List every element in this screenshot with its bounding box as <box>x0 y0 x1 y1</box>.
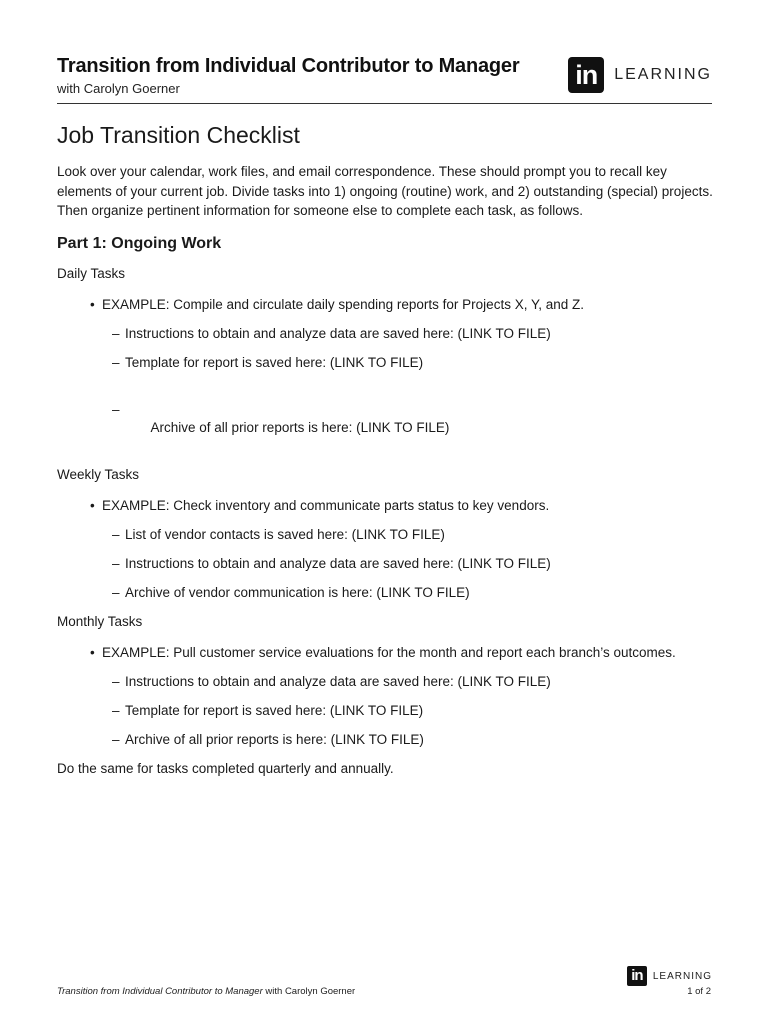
dash-icon: – <box>112 526 120 542</box>
sub-item-text: Archive of vendor communication is here: (LINK TO FILE) <box>125 584 470 600</box>
footer-logo <box>627 966 712 986</box>
sub-item <box>57 526 717 544</box>
example-text: EXAMPLE: Compile and circulate daily spending reports for Projects X, Y, and Z. <box>102 296 584 312</box>
sub-item <box>57 673 717 691</box>
dash-icon: – <box>112 354 120 370</box>
sub-item <box>57 383 717 455</box>
dash-icon: – <box>112 702 120 718</box>
footer-citation <box>57 986 355 997</box>
sub-item-text: Instructions to obtain and analyze data are saved here: (LINK TO FILE) <box>125 555 551 571</box>
section-monthly-tasks <box>57 613 717 749</box>
course-title: Transition from Individual Contributor to Manager <box>57 55 520 77</box>
closing-note: Do the same for tasks completed quarterly and annually. <box>57 760 394 776</box>
page-header <box>57 55 712 104</box>
dash-icon: – <box>112 555 120 571</box>
dash-icon: – <box>112 731 120 747</box>
footer-author: with Carolyn Goerner <box>262 986 356 997</box>
course-author: with Carolyn Goerner <box>57 81 180 96</box>
example-item <box>57 296 717 314</box>
example-item <box>57 497 717 515</box>
bullet-icon: • <box>90 644 95 660</box>
sub-item-text: Instructions to obtain and analyze data are saved here: (LINK TO FILE) <box>125 325 551 341</box>
bullet-icon: • <box>90 497 95 513</box>
sub-item <box>57 325 717 343</box>
section-label: Daily Tasks <box>57 265 126 281</box>
sub-item <box>57 555 717 573</box>
linkedin-learning-logo <box>568 57 712 93</box>
section-label: Weekly Tasks <box>57 466 140 482</box>
example-text: EXAMPLE: Pull customer service evaluations for the month and report each branch’s outcomes. <box>102 644 676 660</box>
sub-item <box>57 731 717 749</box>
bullet-icon: • <box>90 296 95 312</box>
example-text: EXAMPLE: Check inventory and communicate parts status to key vendors. <box>102 497 550 513</box>
dash-icon: – <box>112 401 120 417</box>
page-number: 1 of 2 <box>687 986 711 997</box>
section-label: Monthly Tasks <box>57 613 143 629</box>
example-item <box>57 644 717 662</box>
intro-paragraph: Look over your calendar, work files, and email correspondence. These should prompt you to recall key elements of your current job. Divide tasks into 1) ongoing (routine) work, and 2) outstanding (special) projects. Then organize pertinent information for someone else to complete each task, as follows. <box>57 164 713 218</box>
sub-item <box>57 702 717 720</box>
linkedin-icon: in <box>627 966 647 986</box>
sub-item <box>57 354 717 372</box>
section-weekly-tasks <box>57 466 717 602</box>
dash-icon: – <box>112 325 120 341</box>
logo-wordmark: LEARNING <box>614 66 712 83</box>
sub-item-text: Archive of all prior reports is here: (LINK TO FILE) <box>147 419 450 435</box>
dash-icon: – <box>112 673 120 689</box>
sub-item-text: Template for report is saved here: (LINK TO FILE) <box>125 702 424 718</box>
section-daily-tasks <box>57 265 717 455</box>
document-body <box>57 122 717 778</box>
sub-item-text: Archive of all prior reports is here: (LINK TO FILE) <box>125 731 424 747</box>
footer-logo-wordmark: LEARNING <box>652 970 712 982</box>
part-1-heading: Part 1: Ongoing Work <box>57 234 222 252</box>
sub-item-text: Instructions to obtain and analyze data are saved here: (LINK TO FILE) <box>125 673 551 689</box>
document-title: Job Transition Checklist <box>57 122 300 148</box>
linkedin-icon: in <box>568 57 604 93</box>
sub-item <box>57 584 717 602</box>
footer-course-title: Transition from Individual Contributor to Manager <box>57 986 263 997</box>
sub-item-text: List of vendor contacts is saved here: (LINK TO FILE) <box>125 526 445 542</box>
sub-item-text: Template for report is saved here: (LINK TO FILE) <box>125 354 424 370</box>
dash-icon: – <box>112 584 120 600</box>
